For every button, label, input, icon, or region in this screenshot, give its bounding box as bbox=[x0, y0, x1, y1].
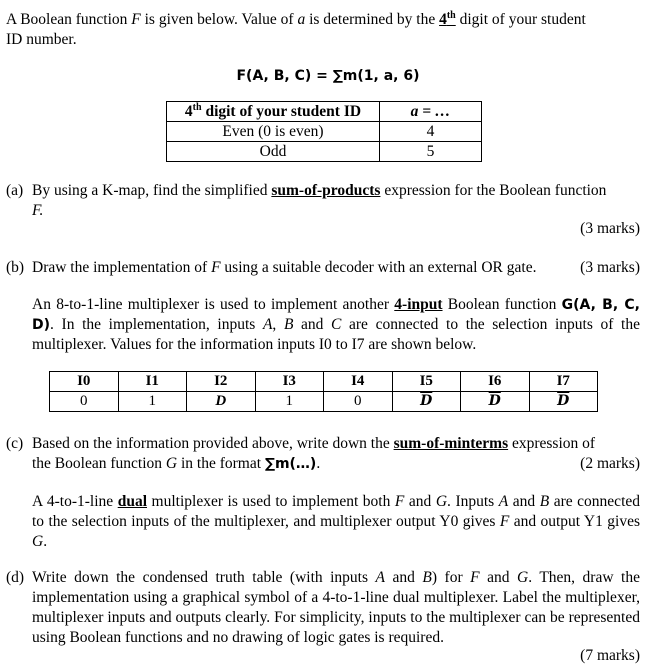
mux-table-header: I2 bbox=[187, 372, 256, 392]
mux-table-value bbox=[529, 392, 598, 412]
digit-table-cell: 4 bbox=[380, 122, 482, 142]
digit-table-header bbox=[167, 102, 482, 122]
mux-table-header: I4 bbox=[324, 372, 393, 392]
question-d-text: Write down the condensed truth table (with inputs A and B) for F and G. Then, draw the implementation using a graphical symbol of a 4-to-1-line dual multiplexer. Label the multiplexer, multiplexer inputs and outputs clearly. For simplicity, inputs to the multiplexer can be represented using Boolean functions and no drawing of logic gates is required. bbox=[32, 569, 640, 646]
intro-paragraph bbox=[6, 10, 640, 50]
digit-table-cell: Even (0 is even) bbox=[167, 122, 380, 142]
mux-table-value: 1 bbox=[118, 392, 187, 412]
question-a-label: (a) bbox=[6, 182, 24, 199]
intro-line-2: ID number. bbox=[6, 31, 77, 48]
question-a-text bbox=[32, 181, 640, 221]
mux-table-header: I6 bbox=[461, 372, 530, 392]
function-equation: F(A, B, C) = ∑m(1, a, 6) bbox=[236, 68, 420, 84]
intro-line-1: A Boolean function F is given below. Value of a is determined by the 4th digit of your student bbox=[6, 9, 586, 28]
mux-table-value: D bbox=[187, 392, 256, 412]
digit-table-header-value: a = … bbox=[380, 102, 482, 122]
question-d-marks: (7 marks) bbox=[580, 647, 640, 664]
question-a-marks: (3 marks) bbox=[580, 220, 640, 237]
mux-table-header: I3 bbox=[255, 372, 324, 392]
mux-table-header: I7 bbox=[529, 372, 598, 392]
mux-table-value-complement: $\overline{D}$ bbox=[488, 393, 501, 409]
question-c-line-1: Based on the information provided above, write down the sum-of-minterms expression of bbox=[32, 435, 596, 452]
mux-table-header: I5 bbox=[392, 372, 461, 392]
question-a-line-1: By using a K-map, find the simplified sum-of-products expression for the Boolean function bbox=[32, 182, 607, 199]
dual-mux-paragraph: A 4-to-1-line dual multiplexer is used to implement both F and G. Inputs A and B are connected to the selection inputs of the multiplexer, and multiplexer output Y0 gives F and output Y1 gives G. bbox=[32, 493, 640, 550]
question-c-text bbox=[32, 434, 640, 474]
digit-table bbox=[166, 101, 482, 162]
digit-table-cell: 5 bbox=[380, 142, 482, 162]
question-a-line-2: F. bbox=[32, 202, 44, 219]
mux-table-value: 0 bbox=[324, 392, 393, 412]
question-c-label: (c) bbox=[6, 435, 24, 452]
mux-table-header-row bbox=[50, 372, 598, 392]
mux-table-value bbox=[392, 392, 461, 412]
mux-input-table bbox=[49, 371, 598, 412]
question-b-text: Draw the implementation of F using a suitable decoder with an external OR gate. bbox=[32, 259, 537, 276]
digit-table-cell: Odd bbox=[167, 142, 380, 162]
question-b-marks: (3 marks) bbox=[580, 259, 640, 276]
mux-table-value bbox=[461, 392, 530, 412]
question-d-label: (d) bbox=[6, 569, 25, 586]
question-b-label: (b) bbox=[6, 259, 25, 276]
mux-table-header: I0 bbox=[50, 372, 119, 392]
mux-table-value: 1 bbox=[255, 392, 324, 412]
question-c-line-2: the Boolean function G in the format ∑m(…). bbox=[32, 455, 321, 472]
mux-table-header: I1 bbox=[118, 372, 187, 392]
digit-table-row bbox=[167, 122, 482, 142]
digit-table-header-label: 4th digit of your student ID bbox=[167, 102, 380, 122]
mux-table-value: 0 bbox=[50, 392, 119, 412]
mux-paragraph: An 8-to-1-line multiplexer is used to implement another 4-input Boolean function G(A, B, C, D). In the implementation, inputs A, B and C are connected to the selection inputs of the multiplexer. Values for the information inputs I0 to I7 are shown below. bbox=[32, 296, 640, 353]
mux-table-value-row bbox=[50, 392, 598, 412]
mux-table-value-complement: $\overline{D}$ bbox=[420, 393, 433, 409]
question-c-marks: (2 marks) bbox=[580, 455, 640, 472]
digit-table-row bbox=[167, 142, 482, 162]
mux-table-value-complement: $\overline{D}$ bbox=[557, 393, 570, 409]
